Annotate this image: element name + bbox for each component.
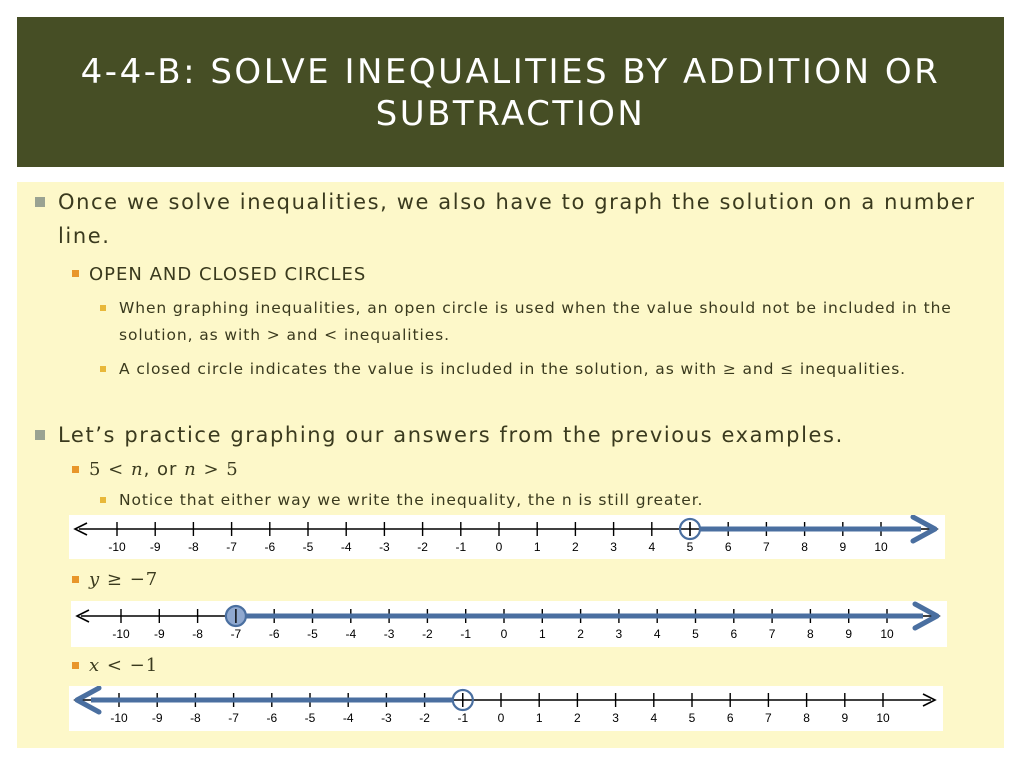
bullet-intro: Once we solve inequalities, we also have to graph the solution on a number line. xyxy=(58,190,976,248)
tick-label: 9 xyxy=(839,540,847,554)
tick-label: 10 xyxy=(880,627,894,641)
example-1-left: 5 < xyxy=(89,459,131,480)
tick-label: -5 xyxy=(304,711,316,725)
bullet-open-circle xyxy=(119,295,989,349)
tick-label: -2 xyxy=(417,540,428,554)
tick-label: -8 xyxy=(190,711,201,725)
bullet-marker xyxy=(35,197,45,207)
number-line-svg xyxy=(69,686,943,731)
tick-label: -2 xyxy=(422,627,433,641)
tick-label: -10 xyxy=(112,627,130,641)
example-2-var: y xyxy=(89,569,101,590)
tick-label: -9 xyxy=(149,540,161,554)
tick-label: 2 xyxy=(574,711,581,725)
tick-label: 8 xyxy=(803,711,810,725)
tick-label: 0 xyxy=(495,540,503,554)
number-line-1 xyxy=(69,515,945,559)
tick-label: -1 xyxy=(460,627,472,641)
bullet-example-1 xyxy=(89,455,489,485)
bullet-marker xyxy=(100,497,106,503)
bullet-practice: Let’s practice graphing our answers from the previous examples. xyxy=(58,423,844,447)
tick-label: 2 xyxy=(577,627,584,641)
tick-label: 10 xyxy=(876,711,890,725)
bullet-closed-circle xyxy=(119,356,989,383)
tick-label: -5 xyxy=(307,627,318,641)
tick-label: -4 xyxy=(342,711,354,725)
tick-label: 3 xyxy=(612,711,619,725)
closed-circle-and: and xyxy=(736,360,781,378)
bullet-example-2 xyxy=(89,565,489,595)
tick-label: 5 xyxy=(688,711,696,725)
tick-label: 1 xyxy=(535,711,543,725)
tick-label: -1 xyxy=(457,711,469,725)
tick-label: 7 xyxy=(765,711,772,725)
example-1-right: > 5 xyxy=(196,459,239,480)
title-bar xyxy=(17,17,1004,167)
bullet-open-closed-heading: OPEN AND CLOSED CIRCLES xyxy=(89,264,367,285)
tick-label: 6 xyxy=(724,540,732,554)
less-than-symbol: < xyxy=(324,326,339,344)
greater-than-symbol: > xyxy=(266,326,281,344)
tick-label: 6 xyxy=(730,627,738,641)
tick-label: 4 xyxy=(650,711,658,725)
open-circle-end: inequalities. xyxy=(338,326,450,344)
tick-label: 7 xyxy=(763,540,770,554)
tick-label: -7 xyxy=(228,711,239,725)
number-line-3 xyxy=(69,686,943,731)
tick-label: -10 xyxy=(108,540,126,554)
tick-label: 5 xyxy=(692,627,699,641)
tick-label: 9 xyxy=(845,627,853,641)
tick-label: 6 xyxy=(726,711,734,725)
example-3-var: x xyxy=(89,655,101,676)
bullet-marker xyxy=(72,576,79,583)
tick-label: -2 xyxy=(419,711,430,725)
closed-circle-end: inequalities. xyxy=(794,360,906,378)
tick-label: -4 xyxy=(345,627,357,641)
tick-label: -6 xyxy=(266,711,278,725)
bullet-example-1-note: Notice that either way we write the inequality, the n is still greater. xyxy=(119,491,704,509)
tick-label: -10 xyxy=(110,711,128,725)
tick-label: -8 xyxy=(188,540,199,554)
tick-label: 1 xyxy=(533,540,541,554)
tick-label: 4 xyxy=(653,627,661,641)
tick-label: -3 xyxy=(379,540,390,554)
tick-label: 0 xyxy=(497,711,505,725)
tick-label: -7 xyxy=(230,627,242,641)
less-equal-symbol: ≤ xyxy=(780,360,795,378)
tick-label: 5 xyxy=(686,540,694,554)
tick-label: 3 xyxy=(615,627,623,641)
tick-label: -3 xyxy=(383,627,395,641)
open-circle-text: When graphing inequalities, an open circle is used when the value should not be included in the solution, as with xyxy=(119,299,952,344)
example-2-rest: ≥ −7 xyxy=(100,569,159,590)
open-circle-and: and xyxy=(280,326,325,344)
example-3-rest: < −1 xyxy=(100,655,159,676)
tick-label: -6 xyxy=(264,540,276,554)
tick-label: 10 xyxy=(874,540,888,554)
tick-label: -9 xyxy=(151,711,163,725)
tick-label: 0 xyxy=(500,627,508,641)
example-1-var: n xyxy=(184,459,197,480)
number-line-svg xyxy=(69,515,945,559)
bullet-marker xyxy=(72,270,79,277)
tick-label: -4 xyxy=(340,540,352,554)
bullet-marker xyxy=(100,366,106,372)
tick-label: 9 xyxy=(841,711,849,725)
slide-title: 4-4-B: SOLVE INEQUALITIES BY ADDITION OR SUBTRACTION xyxy=(80,52,941,134)
tick-label: 3 xyxy=(610,540,617,554)
tick-label: 7 xyxy=(768,627,776,641)
tick-label: 8 xyxy=(807,627,814,641)
example-1-var: n xyxy=(130,459,144,480)
bullet-marker xyxy=(100,305,106,311)
number-line-2 xyxy=(71,601,947,647)
example-1-or: , or xyxy=(143,459,185,480)
tick-label: -5 xyxy=(302,540,314,554)
tick-label: -8 xyxy=(192,627,203,641)
number-line-svg xyxy=(71,601,947,647)
tick-label: -7 xyxy=(226,540,237,554)
tick-label: -3 xyxy=(381,711,392,725)
bullet-marker xyxy=(35,430,45,440)
bullet-marker xyxy=(72,466,79,473)
tick-label: 2 xyxy=(572,540,579,554)
closed-circle-text: A closed circle indicates the value is included in the solution, as with xyxy=(119,360,723,378)
tick-label: -6 xyxy=(268,627,280,641)
tick-label: 4 xyxy=(648,540,656,554)
greater-equal-symbol: ≥ xyxy=(722,360,737,378)
tick-label: -9 xyxy=(153,627,165,641)
tick-label: -1 xyxy=(455,540,467,554)
tick-label: 1 xyxy=(538,627,546,641)
bullet-marker xyxy=(72,662,79,669)
tick-label: 8 xyxy=(801,540,808,554)
bullet-example-3 xyxy=(89,651,489,681)
